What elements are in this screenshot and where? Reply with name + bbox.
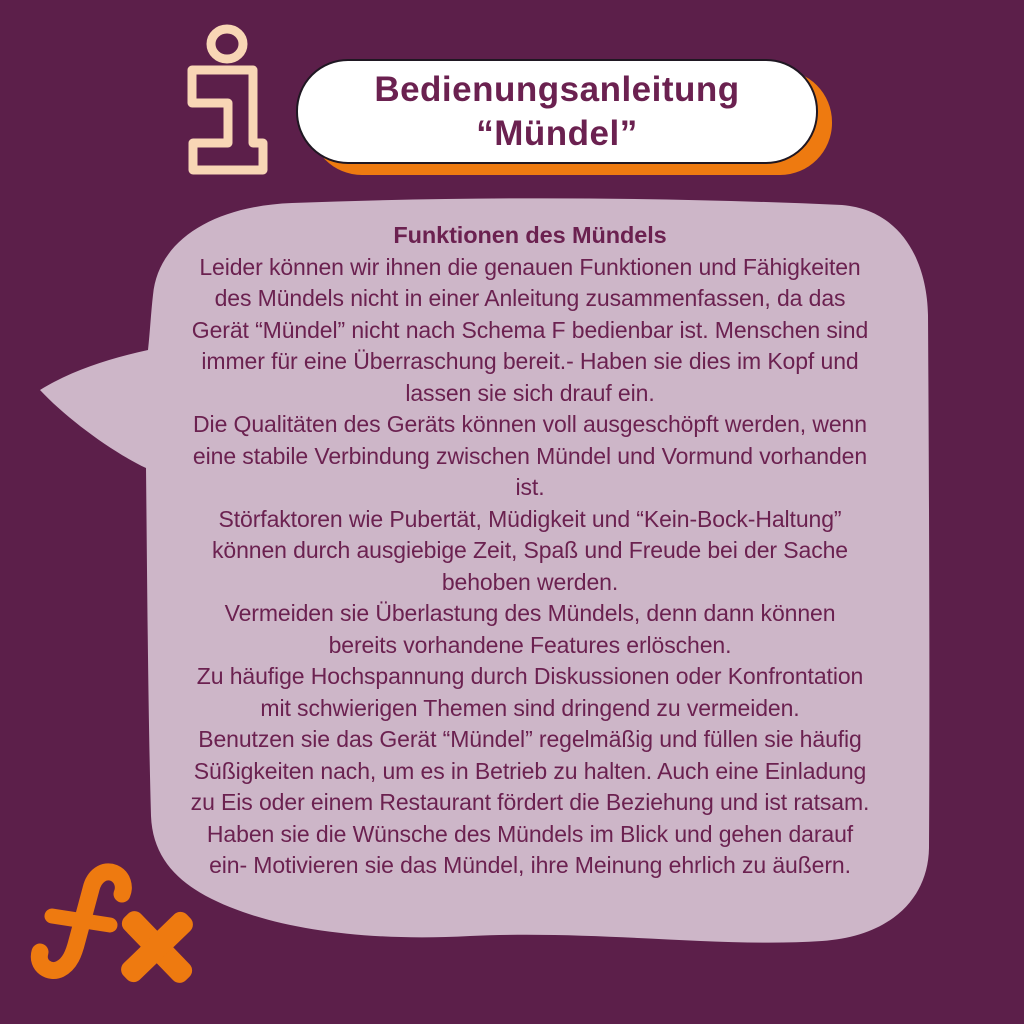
bubble-text-line: Die Qualitäten des Geräts können voll ausgeschöpft werden, wenn — [193, 411, 867, 437]
bubble-text-line: können durch ausgiebige Zeit, Spaß und Freude bei der Sache — [212, 537, 848, 563]
bubble-text-line: immer für eine Überraschung bereit.- Haben sie dies im Kopf und — [201, 348, 859, 374]
bubble-text-line: ein- Motivieren sie das Mündel, ihre Meinung ehrlich zu äußern. — [209, 852, 851, 878]
bubble-body — [140, 252, 920, 882]
fx-icon — [26, 830, 211, 995]
bubble-text-line: Süßigkeiten nach, um es in Betrieb zu halten. Auch eine Einladung — [193, 757, 867, 784]
bubble-text-block — [140, 220, 920, 882]
bubble-text-line: Zu häufige Hochspannung durch Diskussionen oder Konfrontation — [196, 663, 864, 689]
bubble-text-line: zu Eis oder einem Restaurant fördert die Beziehung und ist ratsam. — [190, 789, 870, 815]
bubble-text-line: mit schwierigen Themen sind dringend zu vermeiden. — [260, 694, 800, 721]
bubble-heading: Funktionen des Mündels — [393, 222, 667, 248]
bubble-text-line: Vermeiden sie Überlastung des Mündels, denn dann können — [224, 600, 836, 626]
bubble-text-line: Störfaktoren wie Pubertät, Müdigkeit und “Kein-Bock-Haltung” — [218, 505, 842, 532]
bubble-text-line: Gerät “Mündel” nicht nach Schema F bedienbar ist. Menschen sind — [191, 316, 869, 343]
bubble-text-line: des Mündels nicht in einer Anleitung zusammenfassen, da das — [214, 285, 846, 311]
info-icon-body — [192, 70, 263, 170]
bubble-text-line: Haben sie die Wünsche des Mündels im Blick und gehen darauf — [206, 820, 854, 847]
bubble-text-line: eine stabile Verbindung zwischen Mündel und Vormund vorhanden — [192, 442, 868, 469]
title-banner — [296, 59, 818, 164]
info-icon-dot — [211, 29, 243, 59]
page-title-line1: Bedienungsanleitung — [374, 69, 740, 109]
bubble-text-line: bereits vorhandene Features erlöschen. — [328, 631, 732, 658]
bubble-text-line: behoben werden. — [441, 568, 619, 595]
fx-icon-f-crossbar — [52, 916, 110, 925]
fx-icon-x — [117, 907, 196, 986]
info-icon — [172, 8, 282, 183]
bubble-text-line: Benutzen sie das Gerät “Mündel” regelmäßig und füllen sie häufig — [198, 726, 862, 752]
bubble-text-line: ist. — [515, 474, 545, 500]
bubble-text-line: lassen sie sich drauf ein. — [405, 379, 655, 406]
page-title-line2: “Mündel” — [476, 113, 638, 153]
bubble-text-line: Leider können wir ihnen die genauen Funktionen und Fähigkeiten — [199, 253, 861, 280]
